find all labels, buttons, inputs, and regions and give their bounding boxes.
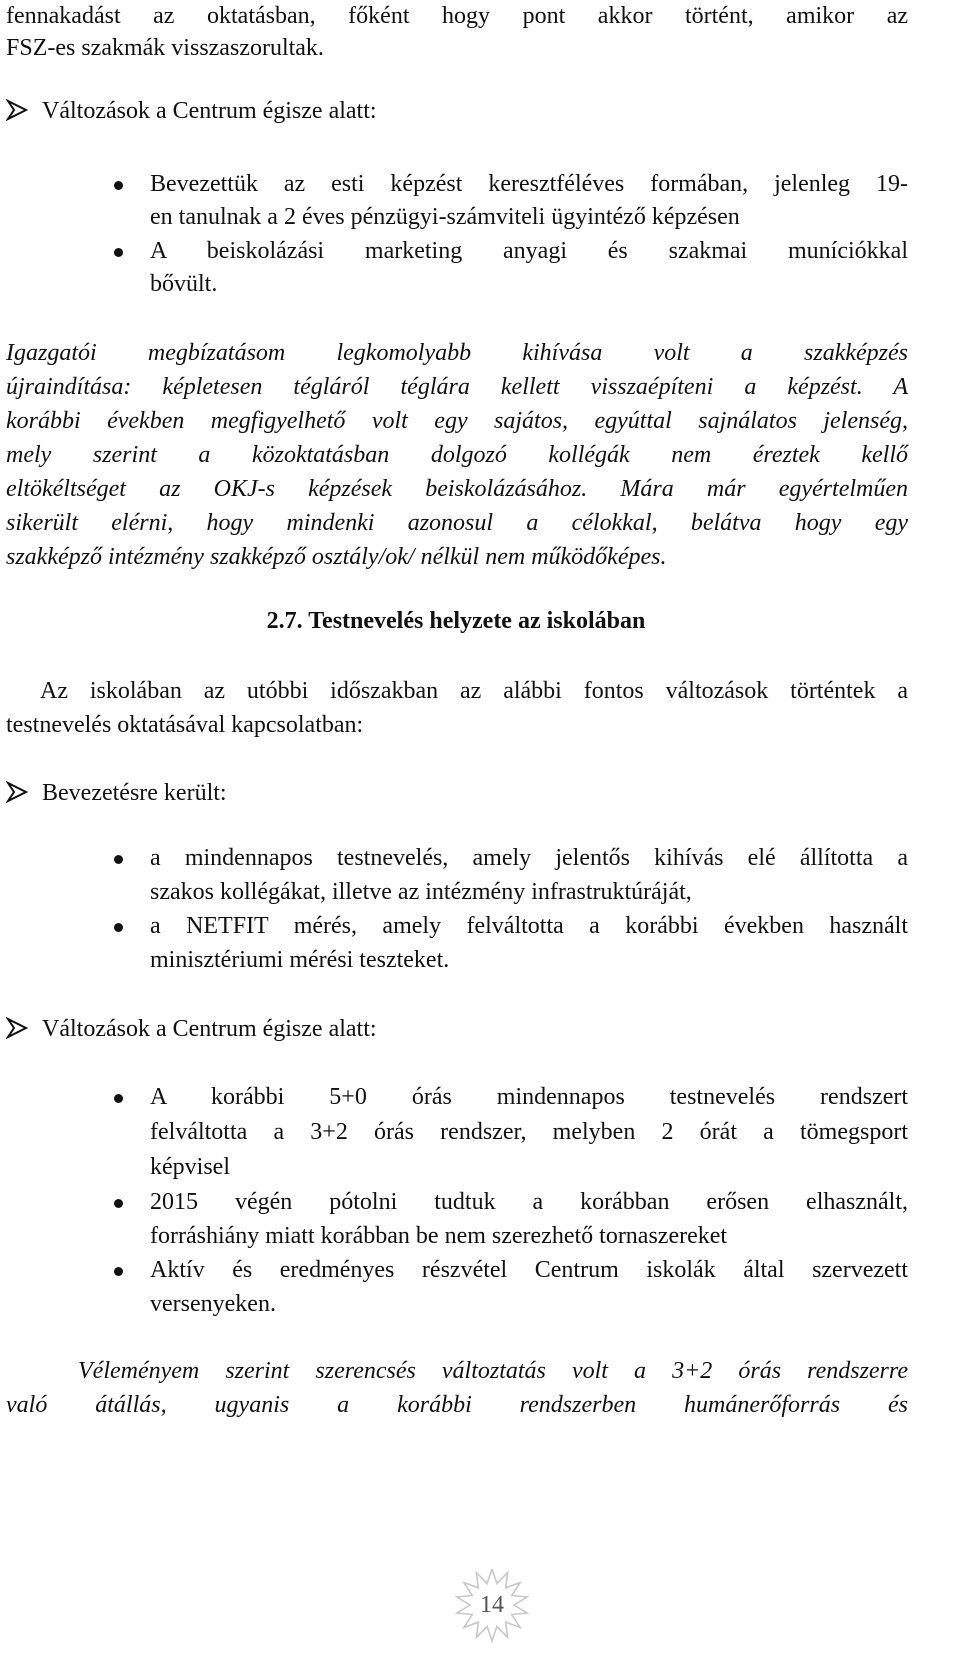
italic-paragraph-line: eltökéltséget az OKJ-s képzések beiskolázásához. Mára már egyértelműen xyxy=(6,476,908,502)
round-bullet-icon xyxy=(114,1267,123,1276)
list-heading: Bevezetésre került: xyxy=(42,780,227,806)
list-item-line: forráshiány miatt korábban be nem szerezhető tornaszereket xyxy=(150,1223,728,1249)
round-bullet-icon xyxy=(114,181,123,190)
paragraph-line: Az iskolában az utóbbi időszakban az alábbi fontos változások történtek a xyxy=(40,678,908,704)
round-bullet-icon xyxy=(114,248,123,257)
arrowhead-bullet-icon xyxy=(6,99,28,121)
italic-paragraph-line: Véleményem szerint szerencsés változtatás volt a 3+2 órás rendszerre xyxy=(78,1358,908,1384)
list-item-line: a mindennapos testnevelés, amely jelentős kihívás elé állította a xyxy=(150,845,908,871)
list-item-line: képvisel xyxy=(150,1154,230,1180)
arrowhead-bullet-icon xyxy=(6,1017,28,1039)
list-item-line: a NETFIT mérés, amely felváltotta a korábbi években használt xyxy=(150,913,908,939)
paragraph-line: FSZ-es szakmák visszaszorultak. xyxy=(6,35,324,61)
list-item-line: szakos kollégákat, illetve az intézmény infrastruktúráját, xyxy=(150,879,692,905)
round-bullet-icon xyxy=(114,1199,123,1208)
list-item-line: versenyeken. xyxy=(150,1291,276,1317)
list-heading: Változások a Centrum égisze alatt: xyxy=(42,1016,377,1042)
italic-paragraph-line: újraindítása: képletesen tégláról téglára kellett visszaépíteni a képzést. A xyxy=(6,374,908,400)
list-item-line: minisztériumi mérési teszteket. xyxy=(150,947,450,973)
list-item-line: felváltotta a 3+2 órás rendszer, melyben 2 órát a tömegsport xyxy=(150,1119,908,1145)
italic-paragraph-line: szakképző intézmény szakképző osztály/ok/ nélkül nem működőképes. xyxy=(6,544,667,570)
page-number: 14 xyxy=(480,1592,504,1618)
list-item-line: bővült. xyxy=(150,271,218,297)
list-item-line: A beiskolázási marketing anyagi és szakmai muníciókkal xyxy=(150,238,908,264)
italic-paragraph-line: korábbi években megfigyelhető volt egy sajátos, egyúttal sajnálatos jelenség, xyxy=(6,408,908,434)
section-title: 2.7. Testnevelés helyzete az iskolában xyxy=(266,608,646,634)
list-item-line: 2015 végén pótolni tudtuk a korábban erősen elhasznált, xyxy=(150,1189,908,1215)
paragraph-line: testnevelés oktatásával kapcsolatban: xyxy=(6,712,364,738)
paragraph-line: fennakadást az oktatásban, főként hogy pont akkor történt, amikor az xyxy=(6,3,908,29)
round-bullet-icon xyxy=(114,855,123,864)
list-item-line: en tanulnak a 2 éves pénzügyi-számviteli ügyintéző képzésen xyxy=(150,204,740,230)
italic-paragraph-line: Igazgatói megbízatásom legkomolyabb kihívása volt a szakképzés xyxy=(6,340,908,366)
round-bullet-icon xyxy=(114,1094,123,1103)
italic-paragraph-line: való átállás, ugyanis a korábbi rendszerben humánerőforrás és xyxy=(6,1392,908,1418)
list-item-line: Aktív és eredményes részvétel Centrum iskolák által szervezett xyxy=(150,1257,908,1283)
arrowhead-bullet-icon xyxy=(6,781,28,803)
round-bullet-icon xyxy=(114,923,123,932)
page-number-ornament xyxy=(454,1564,530,1646)
italic-paragraph-line: mely szerint a közoktatásban dolgozó kollégák nem éreztek kellő xyxy=(6,442,908,468)
list-heading: Változások a Centrum égisze alatt: xyxy=(42,98,377,124)
list-item-line: A korábbi 5+0 órás mindennapos testnevelés rendszert xyxy=(150,1084,908,1110)
list-item-line: Bevezettük az esti képzést keresztféléves formában, jelenleg 19- xyxy=(150,171,908,197)
italic-paragraph-line: sikerült elérni, hogy mindenki azonosul a célokkal, belátva hogy egy xyxy=(6,510,908,536)
